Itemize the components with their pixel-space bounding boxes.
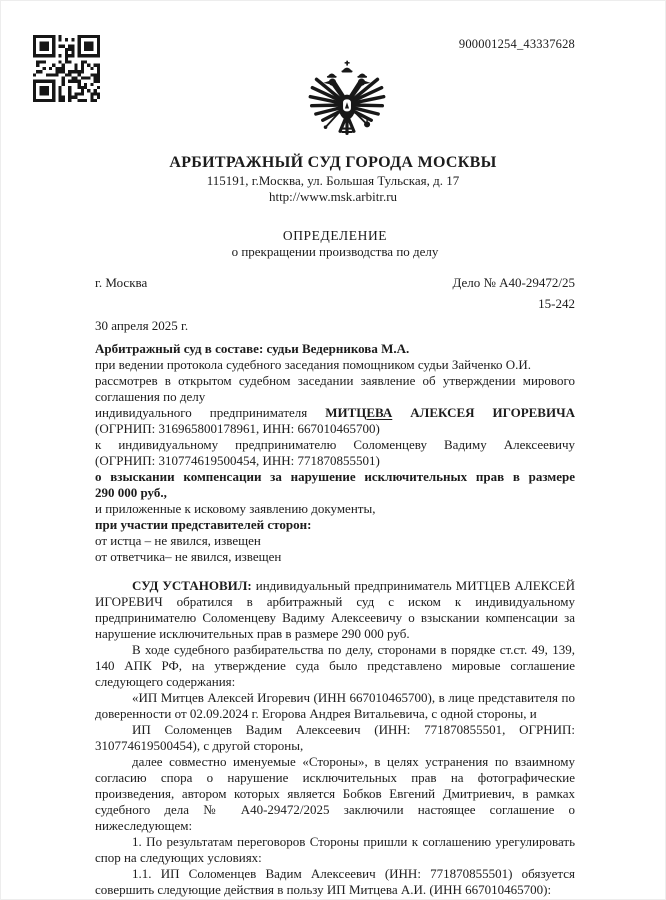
document-title: ОПРЕДЕЛЕНИЕ	[282, 228, 388, 243]
body-paragraph: 1.1. ИП Соломенцев Вадим Алексеевич (ИНН: 771870855501) обязуется совершить следующие действия в пользу ИП Митцева А.И. (ИНН 667010465700):	[95, 866, 575, 897]
document-body	[95, 228, 575, 898]
document-subtitle: о прекращении производства по делу	[231, 244, 439, 259]
title-block	[95, 228, 575, 260]
city-label: г. Москва	[95, 275, 148, 290]
coat-of-arms-icon	[0, 60, 666, 150]
court-composition	[95, 341, 575, 565]
court-address: 115191, г.Москва, ул. Большая Тульская, д. 17	[206, 173, 460, 188]
court-name: АРБИТРАЖНЫЙ СУД ГОРОДА МОСКВЫ	[169, 154, 497, 171]
respondent-details: (ОГРНИП: 310774619500454, ИНН: 771870855501)	[95, 453, 380, 468]
claimant-details: (ОГРНИП: 316965800178961, ИНН: 667010465700)	[95, 421, 380, 436]
plaintiff-attendance: от истца – не явился, извещен	[95, 533, 261, 548]
respondent-line: к индивидуальному предпринимателю Соломенцеву Вадиму Алексеевичу	[95, 437, 575, 452]
established-label: СУД УСТАНОВИЛ:	[132, 578, 252, 593]
judge-line: Арбитражный суд в составе: судьи Ведерникова М.А.	[95, 341, 410, 356]
ruling-date: 30 апреля 2025 г.	[95, 318, 189, 333]
findings-section	[95, 578, 575, 898]
court-url: http://www.msk.arbitr.ru	[268, 189, 398, 204]
case-number: Дело № А40-29472/25	[452, 275, 575, 290]
attachments-line: и приложенные к исковому заявлению документы,	[95, 501, 376, 516]
body-paragraph: В ходе судебного разбирательства по делу, сторонами в порядке ст.ст. 49, 139, 140 АПК РФ, на утверждение суда было представлено мировые соглашение следующего содержания:	[95, 642, 575, 689]
body-paragraph: далее совместно именуемые «Стороны», в целях устранения по взаимному согласию спора о нарушение исключительных прав на фотографические произведения, автором которых является Бобков Евгений Дмитриевич, в рамках судебного дела № А40-29472/2025 заключили настоящее соглашение о нижеследующем:	[95, 754, 575, 833]
court-header	[0, 154, 666, 204]
meta-row	[95, 275, 575, 291]
attendance-heading: при участии представителей сторон:	[95, 517, 312, 532]
claimant-line: индивидуального предпринимателя МИТЦЕВА АЛЕКСЕЯ ИГОРЕВИЧА	[95, 405, 576, 420]
document-code: 900001254_43337628	[458, 37, 575, 51]
clerk-line: при ведении протокола судебного заседания помощником судьи Зайченко О.И.	[95, 357, 532, 372]
case-index: 15-242	[538, 296, 575, 311]
claim-subject: о взыскании компенсации за нарушение исключительных прав в размере 290 000 руб.,	[95, 469, 575, 500]
body-paragraph: 1. По результатам переговоров Стороны пришли к соглашению урегулировать спор на следующих условиях:	[95, 834, 575, 865]
claimant-name: МИТЦЕВА	[325, 405, 393, 420]
body-paragraph: ИП Соломенцев Вадим Алексеевич (ИНН: 771870855501, ОГРНИП: 310774619500454), с другой стороны,	[95, 722, 575, 753]
body-paragraph: «ИП Митцев Алексей Игоревич (ИНН 667010465700), в лице представителя по доверенности от 02.09.2024 г. Егорова Андрея Витальевича, с одной стороны, и	[95, 690, 575, 721]
established-paragraph: СУД УСТАНОВИЛ: индивидуальный предприниматель МИТЦЕВ АЛЕКСЕЙ ИГОРЕВИЧ обратился в арбитражный суд с иском к индивидуальному предпринимателю Соломенцеву Вадиму Алексеевичу о взыскании компенсации за нарушение исключительных прав в размере 290 000 руб.	[95, 578, 576, 641]
reviewed-line: рассмотрев в открытом судебном заседании заявление об утверждении мирового соглашения по делу	[95, 373, 575, 404]
defendant-attendance: от ответчика– не явился, извещен	[95, 549, 282, 564]
